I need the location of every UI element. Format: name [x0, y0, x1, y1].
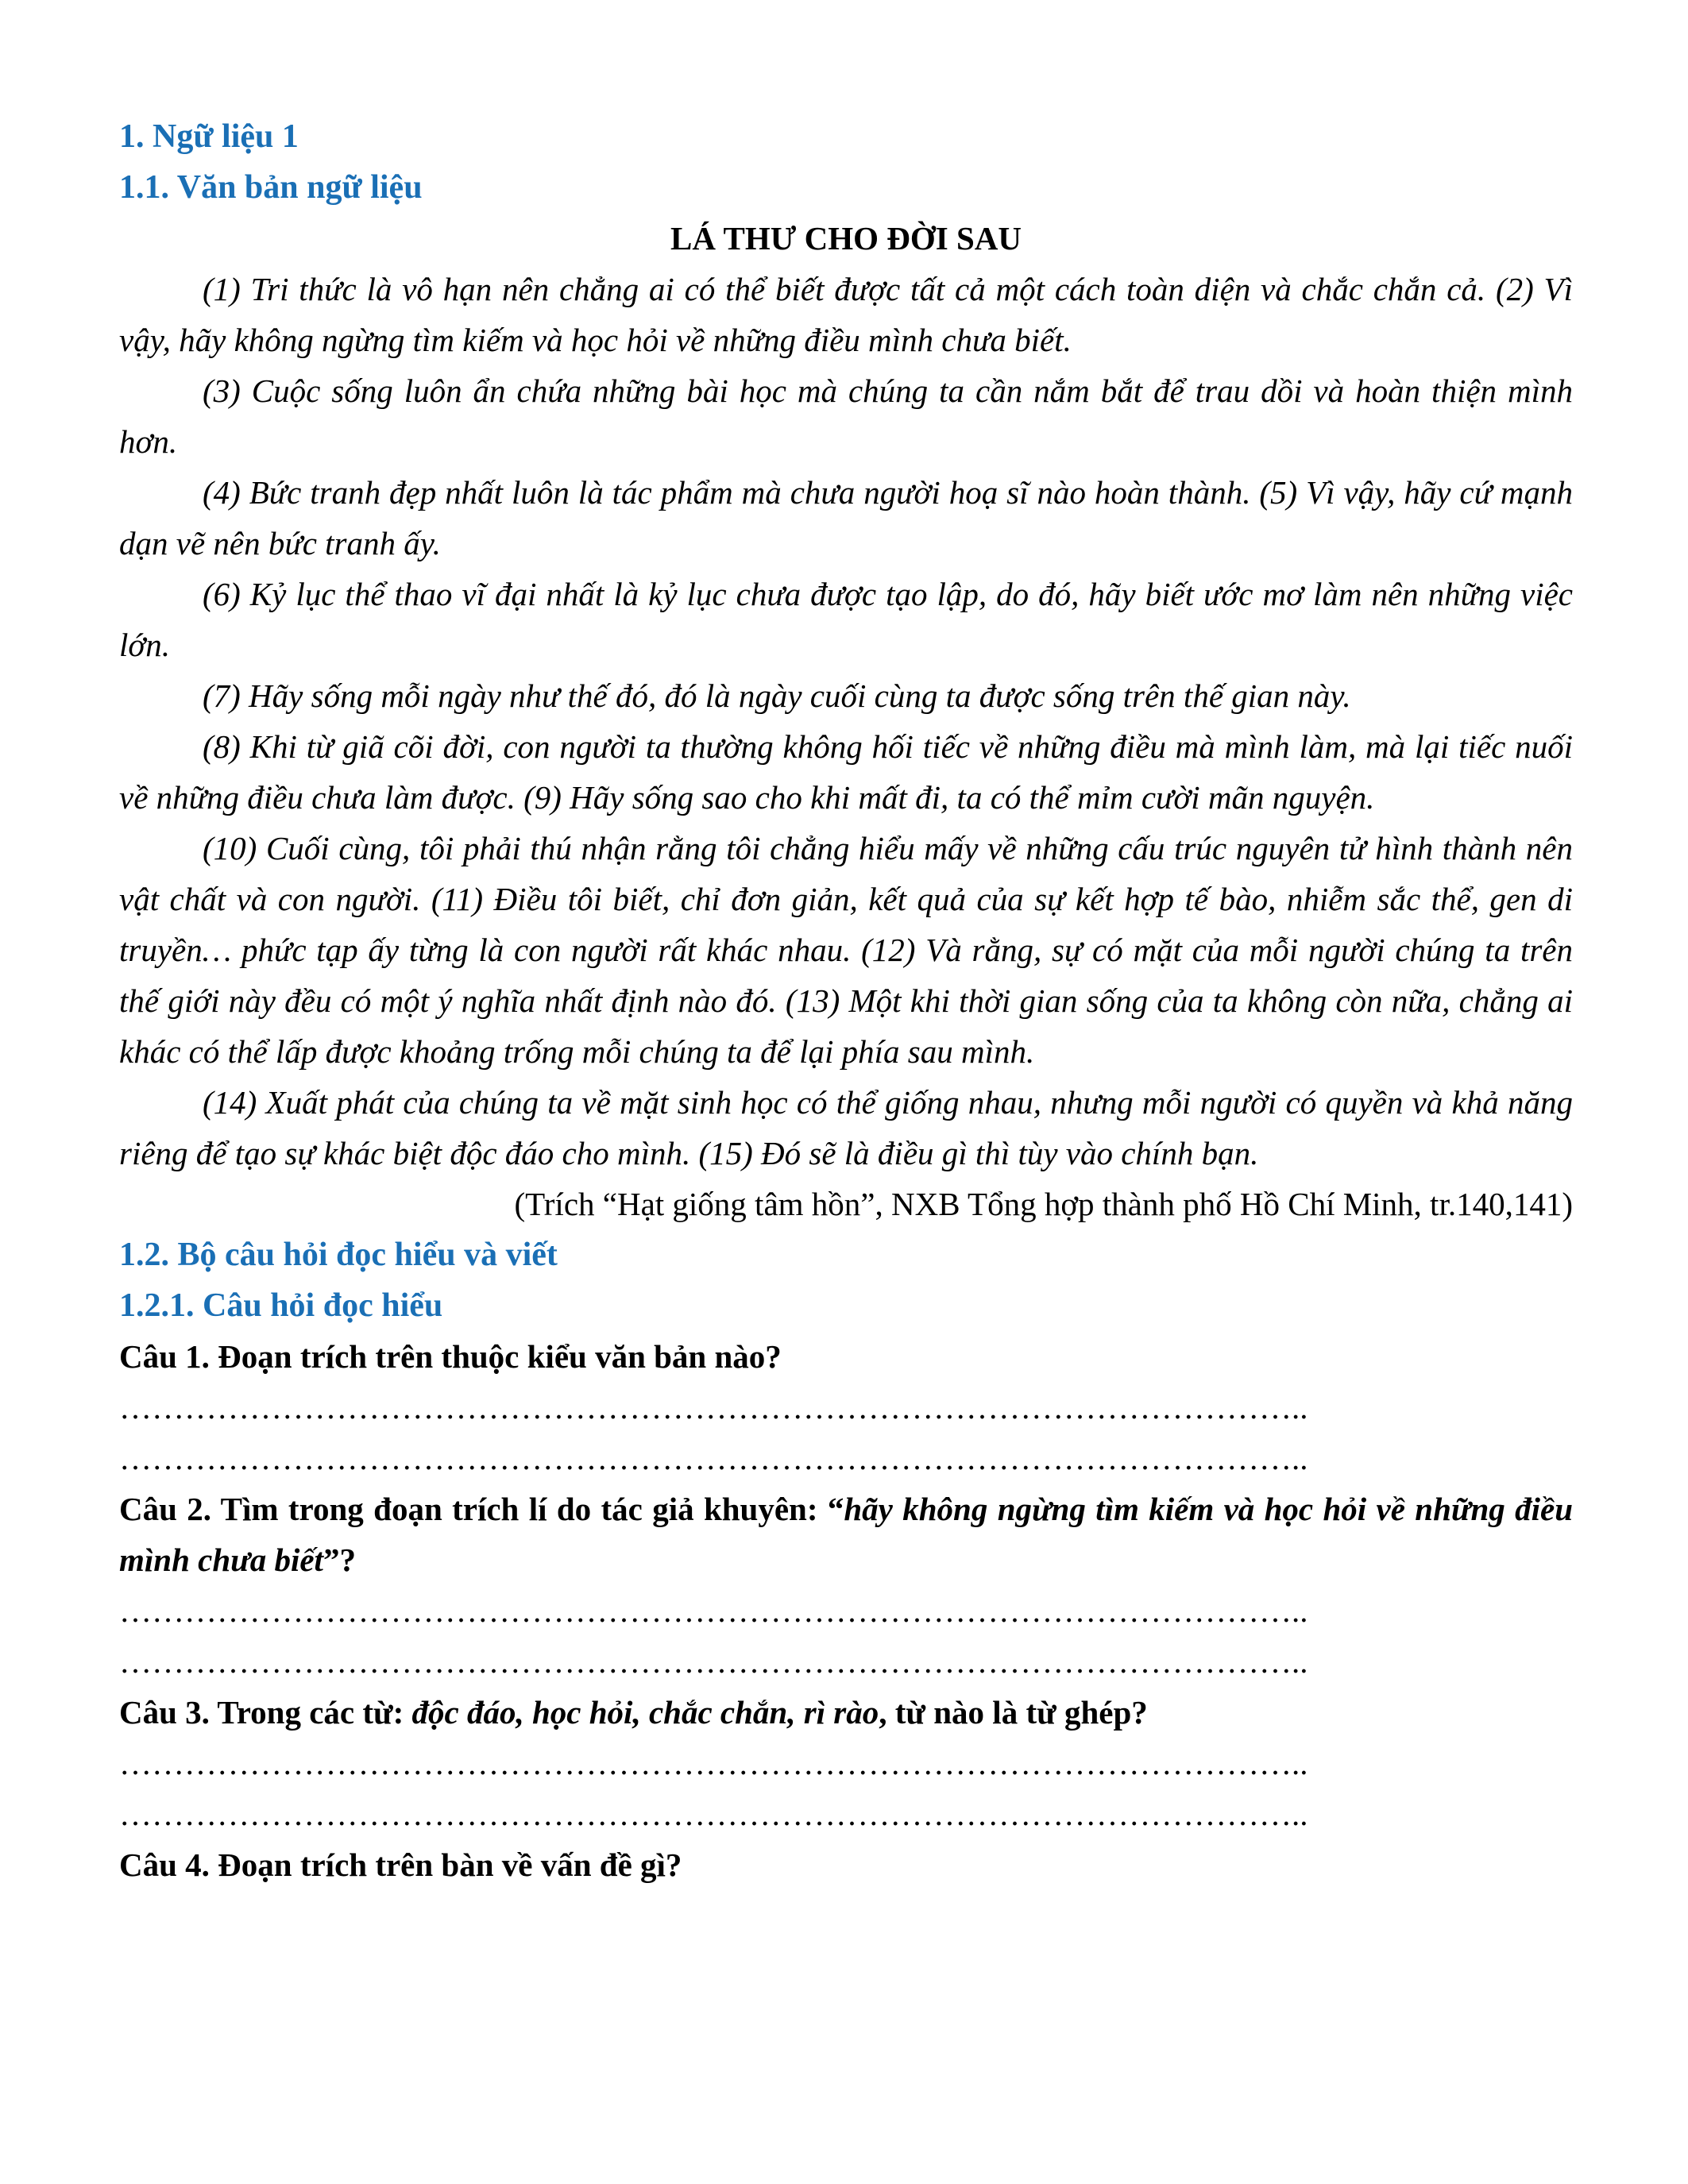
question-1: Câu 1. Đoạn trích trên thuộc kiểu văn bản nào? — [119, 1338, 782, 1375]
text-title: LÁ THƯ CHO ĐỜI SAU — [670, 220, 1022, 257]
paragraph-5: (7) Hãy sống mỗi ngày như thế đó, đó là ngày cuối cùng ta được sống trên thế gian này. — [203, 677, 1351, 714]
paragraph-2: (3) Cuộc sống luôn ẩn chứa những bài học mà chúng ta cần nắm bắt để trau dồi và hoàn thiện mình hơn. — [119, 372, 1573, 460]
answer-line: ……………………………………………………………………………………………….. — [119, 1592, 1308, 1629]
paragraph-7: (10) Cuối cùng, tôi phải thú nhận rằng tôi chẳng hiểu mấy về những cấu trúc nguyên tử hình thành nên vật chất và con người. (11) Điều tôi biết, chỉ đơn giản, kết quả của sự kết hợp tế bào, nhiễm sắc thể, gen di truyền… phức tạp ấy từng là con người rất khác nhau. (12) Và rằng, sự có mặt của mỗi người chúng ta trên thế giới này đều có một ý nghĩa nhất định nào đó. (13) Một khi thời gian sống của ta không còn nữa, chẳng ai khác có thể lấp được khoảng trống mỗi chúng ta để lại phía sau mình. — [119, 830, 1573, 1070]
paragraph-8: (14) Xuất phát của chúng ta về mặt sinh học có thể giống nhau, nhưng mỗi người có quyền và khả năng riêng để tạo sự khác biệt độc đáo cho mình. (15) Đó sẽ là điều gì thì tùy vào chính bạn. — [119, 1084, 1573, 1171]
question-2-quote: hãy không ngừng tìm kiếm và học hỏi về những điều mình chưa biết — [119, 1491, 1573, 1578]
answer-line: ……………………………………………………………………………………………….. — [119, 1643, 1308, 1680]
paragraph-6: (8) Khi từ giã cõi đời, con người ta thường không hối tiếc về những điều mà mình làm, mà lại tiếc nuối về những điều chưa làm được. (9) Hãy sống sao cho khi mất đi, ta có thể mỉm cười mãn nguyện. — [119, 728, 1573, 816]
answer-line: ……………………………………………………………………………………………….. — [119, 1389, 1308, 1426]
question-3-words: độc đáo, học hỏi, chắc chắn, rì rào — [411, 1694, 879, 1731]
question-2 — [119, 1484, 1573, 1585]
question-3-prefix: Câu 3. Trong các từ: — [119, 1694, 412, 1731]
question-3 — [119, 1687, 1573, 1738]
question-2-suffix: ”? — [323, 1542, 356, 1578]
paragraph-1: (1) Tri thức là vô hạn nên chẳng ai có thể biết được tất cả một cách toàn diện và chắc chắn cả. (2) Vì vậy, hãy không ngừng tìm kiếm và học hỏi về những điều mình chưa biết. — [119, 271, 1573, 358]
answer-line: ……………………………………………………………………………………………….. — [119, 1745, 1308, 1781]
question-2-prefix: Câu 2. Tìm trong đoạn trích lí do tác giả khuyên: “ — [119, 1491, 844, 1527]
question-4: Câu 4. Đoạn trích trên bàn về vấn đề gì? — [119, 1846, 682, 1883]
answer-line: ……………………………………………………………………………………………….. — [119, 1440, 1308, 1476]
question-3-suffix: , từ nào là từ ghép? — [879, 1694, 1148, 1731]
document-page — [119, 111, 1573, 1890]
source-citation: (Trích “Hạt giống tâm hồn”, NXB Tổng hợp thành phố Hồ Chí Minh, tr.140,141) — [514, 1186, 1573, 1222]
section-heading-1-2: 1.2. Bộ câu hỏi đọc hiểu và viết — [119, 1237, 558, 1273]
section-heading-1-2-1: 1.2.1. Câu hỏi đọc hiểu — [119, 1287, 443, 1324]
section-heading-1-1: 1.1. Văn bản ngữ liệu — [119, 169, 423, 206]
answer-line: ……………………………………………………………………………………………….. — [119, 1796, 1308, 1832]
paragraph-4: (6) Kỷ lục thể thao vĩ đại nhất là kỷ lục chưa được tạo lập, do đó, hãy biết ước mơ làm nên những việc lớn. — [119, 576, 1573, 663]
paragraph-3: (4) Bức tranh đẹp nhất luôn là tác phẩm mà chưa người hoạ sĩ nào hoàn thành. (5) Vì vậy, hãy cứ mạnh dạn vẽ nên bức tranh ấy. — [119, 474, 1573, 561]
section-heading-1: 1. Ngữ liệu 1 — [119, 118, 299, 155]
